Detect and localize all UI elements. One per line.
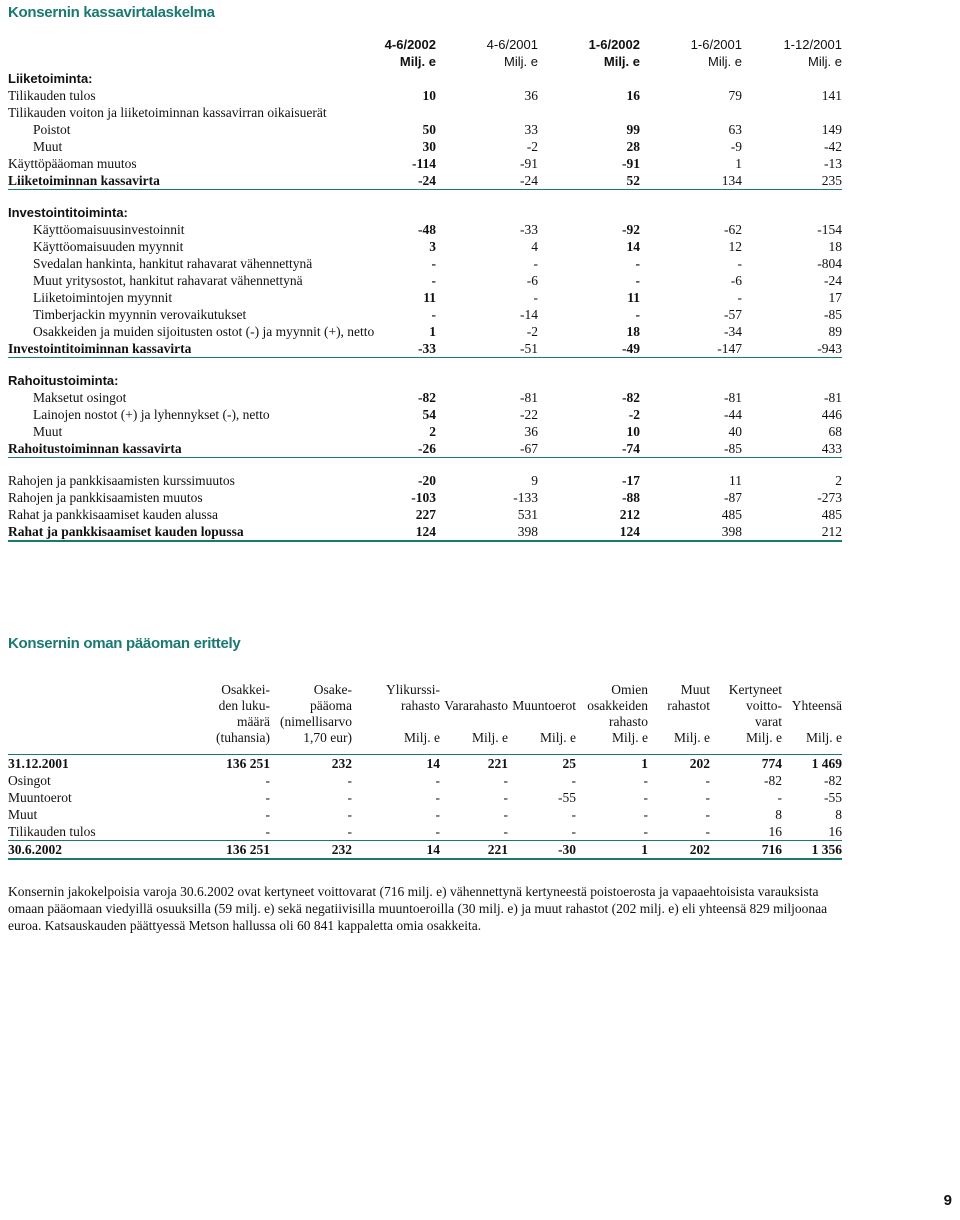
row-label: Rahojen ja pankkisaamisten kurssimuutos	[8, 473, 235, 488]
table-row	[8, 87, 842, 104]
table-row	[8, 323, 842, 340]
cell-value: -	[643, 773, 648, 788]
cell-value: -	[635, 256, 640, 271]
cell-value: -2	[526, 139, 538, 154]
cell-value: 221	[487, 756, 508, 771]
row-label: Rahojen ja pankkisaamisten muutos	[8, 490, 203, 505]
cell-value: -91	[622, 156, 640, 171]
cell-value: -	[265, 773, 270, 788]
column-header-line: (tuhansia)	[216, 730, 270, 745]
total-row	[8, 172, 842, 190]
row-label: Rahoitustoiminnan kassavirta	[8, 441, 182, 456]
cell-value: -133	[513, 490, 538, 505]
cell-value: 235	[821, 173, 842, 188]
equity-row	[8, 754, 842, 772]
table-row	[8, 138, 842, 155]
cell-value: 50	[422, 122, 436, 137]
unit-header: Milj. e	[603, 54, 640, 69]
cashflow-header-periods	[8, 36, 842, 53]
cell-value: 232	[331, 842, 352, 857]
cell-value: 716	[761, 842, 782, 857]
cell-value: 485	[821, 507, 842, 522]
table-row	[8, 489, 842, 506]
cell-value: -82	[418, 390, 436, 405]
equity-column-header	[272, 682, 352, 746]
cashflow-title: Konsernin kassavirtalaskelma	[8, 4, 215, 21]
cell-value: 202	[689, 756, 710, 771]
equity-row	[8, 840, 842, 860]
cell-value: 8	[775, 807, 782, 822]
cell-value: -	[265, 824, 270, 839]
row-label: Tilikauden tulos	[8, 88, 96, 103]
equity-column-header	[190, 682, 270, 746]
cell-value: -9	[730, 139, 742, 154]
cell-value: -	[347, 824, 352, 839]
column-header-line: rahastot	[667, 698, 710, 713]
cell-value: -82	[764, 773, 782, 788]
cell-value: -6	[730, 273, 742, 288]
cell-value: -	[431, 307, 436, 322]
cell-value: 1	[735, 156, 742, 171]
cell-value: 25	[562, 756, 576, 771]
cell-value: 124	[415, 524, 436, 539]
cell-value: -	[347, 773, 352, 788]
cell-value: -	[503, 807, 508, 822]
cell-value: 11	[627, 290, 640, 305]
cell-value: -81	[520, 390, 538, 405]
cell-value: 28	[626, 139, 640, 154]
cell-value: -	[431, 256, 436, 271]
column-header-line	[788, 714, 842, 730]
cell-value: 212	[821, 524, 842, 539]
row-spacer	[8, 358, 842, 372]
row-label: Lainojen nostot (+) ja lyhennykset (-), netto	[33, 407, 270, 422]
row-label: Investointitoiminta:	[8, 205, 128, 220]
unit-header: Milj. e	[504, 54, 538, 69]
cell-value: 79	[728, 88, 742, 103]
cell-value: -	[643, 824, 648, 839]
column-header-line: Muut	[680, 682, 710, 697]
table-row	[8, 104, 842, 121]
column-header-line: osakkeiden	[587, 698, 648, 713]
row-label: Tilikauden voiton ja liiketoiminnan kassavirran oikaisuerät	[8, 105, 327, 120]
cell-value: 8	[835, 807, 842, 822]
cell-value: -	[635, 307, 640, 322]
cell-value: 398	[517, 524, 538, 539]
equity-header	[8, 682, 842, 754]
cell-value: 89	[828, 324, 842, 339]
cell-value: 40	[728, 424, 742, 439]
row-label: Rahoitustoiminta:	[8, 373, 119, 388]
page-number: 9	[943, 1192, 952, 1209]
row-label: Poistot	[33, 122, 71, 137]
cell-value: -	[265, 807, 270, 822]
column-header-line: Milj. e	[404, 730, 440, 745]
cell-value: -62	[724, 222, 742, 237]
table-row	[8, 472, 842, 489]
table-row	[8, 238, 842, 255]
column-header-line: rahasto	[609, 714, 648, 729]
cell-value: -	[705, 773, 710, 788]
cell-value: -	[635, 273, 640, 288]
row-label: Muut yritysostot, hankitut rahavarat vähennettynä	[33, 273, 303, 288]
row-label: Svedalan hankinta, hankitut rahavarat vähennettynä	[33, 256, 313, 271]
cell-value: -24	[418, 173, 436, 188]
column-header-line	[650, 714, 710, 730]
period-header: 1-6/2002	[588, 37, 640, 52]
row-label: Osingot	[8, 773, 51, 788]
row-label: Muut	[33, 424, 63, 439]
column-header-line: Osakkei-	[221, 682, 270, 697]
cell-value: -	[571, 807, 576, 822]
cell-value: 99	[626, 122, 640, 137]
column-header-line: Milj. e	[806, 730, 842, 745]
cell-value: -24	[520, 173, 538, 188]
cell-value: -	[435, 773, 440, 788]
row-label: Muut	[8, 807, 38, 822]
cell-value: -49	[622, 341, 640, 356]
column-header-line: varat	[755, 714, 782, 729]
cell-value: -	[265, 790, 270, 805]
cell-value: 221	[487, 842, 508, 857]
table-row	[8, 272, 842, 289]
cell-value: 1	[641, 756, 648, 771]
cell-value: -42	[824, 139, 842, 154]
cell-value: -26	[418, 441, 436, 456]
cashflow-header-units	[8, 53, 842, 70]
section-heading-row	[8, 70, 842, 87]
row-label: Käyttöpääoman muutos	[8, 156, 137, 171]
equity-title: Konsernin oman pääoman erittely	[8, 635, 241, 652]
column-header-line: voitto-	[746, 698, 782, 713]
table-row	[8, 389, 842, 406]
equity-column-header	[788, 682, 842, 746]
cell-value: 446	[821, 407, 842, 422]
cell-value: -	[503, 824, 508, 839]
cell-value: -6	[526, 273, 538, 288]
equity-table	[8, 682, 842, 860]
cell-value: -	[643, 807, 648, 822]
cell-value: -147	[717, 341, 742, 356]
column-header-line: Milj. e	[612, 730, 648, 745]
cell-value: -88	[622, 490, 640, 505]
table-row	[8, 506, 842, 523]
row-label: 30.6.2002	[8, 842, 62, 857]
cell-value: 36	[524, 88, 538, 103]
cell-value: 1	[429, 324, 436, 339]
unit-header: Milj. e	[808, 54, 842, 69]
row-label: Tilikauden tulos	[8, 824, 96, 839]
row-label: 31.12.2001	[8, 756, 69, 771]
cell-value: 1 469	[811, 756, 842, 771]
column-header-line: Milj. e	[674, 730, 710, 745]
cell-value: -82	[824, 773, 842, 788]
row-label: Investointitoiminnan kassavirta	[8, 341, 192, 356]
cell-value: 134	[721, 173, 742, 188]
unit-header: Milj. e	[399, 54, 436, 69]
cell-value: -87	[724, 490, 742, 505]
total-row	[8, 523, 842, 542]
cell-value: -85	[724, 441, 742, 456]
cell-value: -	[643, 790, 648, 805]
cell-value: 232	[331, 756, 352, 771]
column-header-line: Osake-	[313, 682, 352, 697]
total-row	[8, 440, 842, 458]
column-header-line: Vararahasto	[444, 698, 508, 713]
column-header-line: Milj. e	[472, 730, 508, 745]
column-header-line: Yhteensä	[791, 698, 842, 713]
cell-value: -81	[724, 390, 742, 405]
equity-row	[8, 789, 842, 806]
column-header-line	[496, 714, 576, 730]
cell-value: 1	[641, 842, 648, 857]
cell-value: 11	[729, 473, 742, 488]
cell-value: 18	[828, 239, 842, 254]
cell-value: 54	[422, 407, 436, 422]
cell-value: -44	[724, 407, 742, 422]
row-label: Käyttöomaisuusinvestoinnit	[33, 222, 185, 237]
cell-value: 18	[626, 324, 640, 339]
row-label: Muuntoerot	[8, 790, 72, 805]
cell-value: 433	[821, 441, 842, 456]
column-header-line: Milj. e	[746, 730, 782, 745]
cell-value: -	[737, 290, 742, 305]
cell-value: -	[533, 290, 538, 305]
period-header: 1-6/2001	[690, 37, 742, 52]
cell-value: -	[571, 824, 576, 839]
cell-value: -82	[622, 390, 640, 405]
cell-value: 212	[619, 507, 640, 522]
table-row	[8, 221, 842, 238]
table-row	[8, 306, 842, 323]
cell-value: 14	[626, 239, 640, 254]
row-label: Osakkeiden ja muiden sijoitusten ostot (-) ja myynnit (+), netto	[33, 324, 375, 339]
cell-value: -	[777, 790, 782, 805]
cell-value: -114	[411, 156, 436, 171]
cell-value: 12	[728, 239, 742, 254]
cell-value: -67	[520, 441, 538, 456]
cell-value: -85	[824, 307, 842, 322]
cell-value: -	[705, 807, 710, 822]
table-row	[8, 289, 842, 306]
cell-value: -17	[622, 473, 640, 488]
cell-value: 2	[429, 424, 436, 439]
cell-value: -	[435, 790, 440, 805]
cell-value: -92	[622, 222, 640, 237]
cell-value: 16	[626, 88, 640, 103]
cell-value: 11	[423, 290, 436, 305]
cell-value: 9	[531, 473, 538, 488]
row-label: Muut	[33, 139, 63, 154]
cell-value: 68	[828, 424, 842, 439]
cell-value: 2	[835, 473, 842, 488]
cell-value: -33	[418, 341, 436, 356]
cell-value: 124	[619, 524, 640, 539]
cell-value: 17	[828, 290, 842, 305]
cell-value: 10	[422, 88, 436, 103]
column-header-line: Omien	[611, 682, 648, 697]
cell-value: -20	[418, 473, 436, 488]
cell-value: -30	[558, 842, 576, 857]
cell-value: 398	[721, 524, 742, 539]
cell-value: -154	[817, 222, 842, 237]
cell-value: -55	[558, 790, 576, 805]
equity-row	[8, 806, 842, 823]
equity-column-header	[578, 682, 648, 746]
cell-value: -	[705, 790, 710, 805]
cell-value: -943	[817, 341, 842, 356]
cell-value: -103	[411, 490, 436, 505]
equity-row	[8, 772, 842, 789]
cell-value: 141	[821, 88, 842, 103]
cell-value: 774	[761, 756, 782, 771]
table-row	[8, 255, 842, 272]
cell-value: -804	[817, 256, 842, 271]
row-label: Liiketoiminnan kassavirta	[8, 173, 160, 188]
cell-value: -14	[520, 307, 538, 322]
cell-value: -22	[520, 407, 538, 422]
cell-value: -273	[817, 490, 842, 505]
table-row	[8, 406, 842, 423]
cell-value: 33	[524, 122, 538, 137]
cell-value: -48	[418, 222, 436, 237]
cell-value: -33	[520, 222, 538, 237]
cell-value: 36	[524, 424, 538, 439]
table-row	[8, 423, 842, 440]
cell-value: -91	[520, 156, 538, 171]
section-heading-row	[8, 204, 842, 221]
cell-value: -74	[622, 441, 640, 456]
row-label: Liiketoimintojen myynnit	[33, 290, 173, 305]
cell-value: 16	[828, 824, 842, 839]
cell-value: -51	[520, 341, 538, 356]
cell-value: -	[347, 807, 352, 822]
cell-value: -13	[824, 156, 842, 171]
cell-value: 4	[531, 239, 538, 254]
cell-value: 202	[689, 842, 710, 857]
period-header: 4-6/2002	[384, 37, 436, 52]
cell-value: 136 251	[226, 842, 270, 857]
row-spacer	[8, 190, 842, 204]
cell-value: 149	[821, 122, 842, 137]
equity-column-header	[496, 682, 576, 746]
cell-value: -24	[824, 273, 842, 288]
cell-value: -	[431, 273, 436, 288]
cell-value: -55	[824, 790, 842, 805]
cell-value: 30	[422, 139, 436, 154]
table-row	[8, 155, 842, 172]
column-header-line: Ylikurssi-	[386, 682, 440, 697]
cell-value: -	[435, 824, 440, 839]
cell-value: 485	[721, 507, 742, 522]
column-header-line: 1,70 eur)	[303, 730, 352, 745]
cell-value: -2	[526, 324, 538, 339]
row-label: Käyttöomaisuuden myynnit	[33, 239, 184, 254]
cell-value: 3	[429, 239, 436, 254]
cell-value: -	[503, 773, 508, 788]
cell-value: -	[533, 256, 538, 271]
cell-value: 16	[768, 824, 782, 839]
equity-row	[8, 823, 842, 840]
cell-value: 10	[626, 424, 640, 439]
column-header-line: pääoma	[310, 698, 352, 713]
cell-value: 136 251	[226, 756, 270, 771]
unit-header: Milj. e	[708, 54, 742, 69]
cashflow-table	[8, 36, 842, 542]
section-heading-row	[8, 372, 842, 389]
column-header-line: Kertyneet	[728, 682, 782, 697]
cell-value: 227	[415, 507, 436, 522]
period-header: 1-12/2001	[783, 37, 842, 52]
cell-value: 14	[426, 756, 440, 771]
equity-column-header	[712, 682, 782, 746]
cell-value: 531	[517, 507, 538, 522]
cell-value: 52	[626, 173, 640, 188]
cell-value: -2	[628, 407, 640, 422]
cell-value: 14	[426, 842, 440, 857]
column-header-line: Milj. e	[540, 730, 576, 745]
cell-value: -	[737, 256, 742, 271]
column-header-line: (nimellisarvo	[280, 714, 352, 729]
distributable-funds-note: Konsernin jakokelpoisia varoja 30.6.2002 ovat kertyneet voittovarat (716 milj. e) vähennettynä kertyneestä poistoerosta ja vapaaehtoisista varauksista omaan pääomaan viedyillä osuuksilla (59 milj. e) sekä negatiivisilla muuntoeroilla (30 milj. e) ja muut rahastot (202 milj. e) eli yhteensä 829 miljoonaa euroa. Katsauskauden päättyessä Metson hallussa oli 60 841 kappaletta omia osakkeita.	[8, 884, 828, 933]
total-row	[8, 340, 842, 358]
cell-value: 1 356	[811, 842, 842, 857]
period-header: 4-6/2001	[486, 37, 538, 52]
table-row	[8, 121, 842, 138]
cell-value: -	[503, 790, 508, 805]
column-header-line	[496, 682, 576, 698]
cell-value: -	[705, 824, 710, 839]
column-header-line	[788, 682, 842, 698]
row-label: Rahat ja pankkisaamiset kauden lopussa	[8, 524, 244, 539]
cell-value: -	[347, 790, 352, 805]
cell-value: -	[571, 773, 576, 788]
cell-value: -34	[724, 324, 742, 339]
row-label: Timberjackin myynnin verovaikutukset	[33, 307, 247, 322]
cell-value: -81	[824, 390, 842, 405]
column-header-line: rahasto	[401, 698, 440, 713]
column-header-line: den luku-	[218, 698, 270, 713]
cell-value: -57	[724, 307, 742, 322]
cell-value: -	[435, 807, 440, 822]
row-label: Rahat ja pankkisaamiset kauden alussa	[8, 507, 218, 522]
row-label: Maksetut osingot	[33, 390, 127, 405]
column-header-line: määrä	[237, 714, 270, 729]
cell-value: 63	[728, 122, 742, 137]
row-label: Liiketoiminta:	[8, 71, 93, 86]
column-header-line: Muuntoerot	[512, 698, 576, 713]
equity-column-header	[650, 682, 710, 746]
row-spacer	[8, 458, 842, 472]
